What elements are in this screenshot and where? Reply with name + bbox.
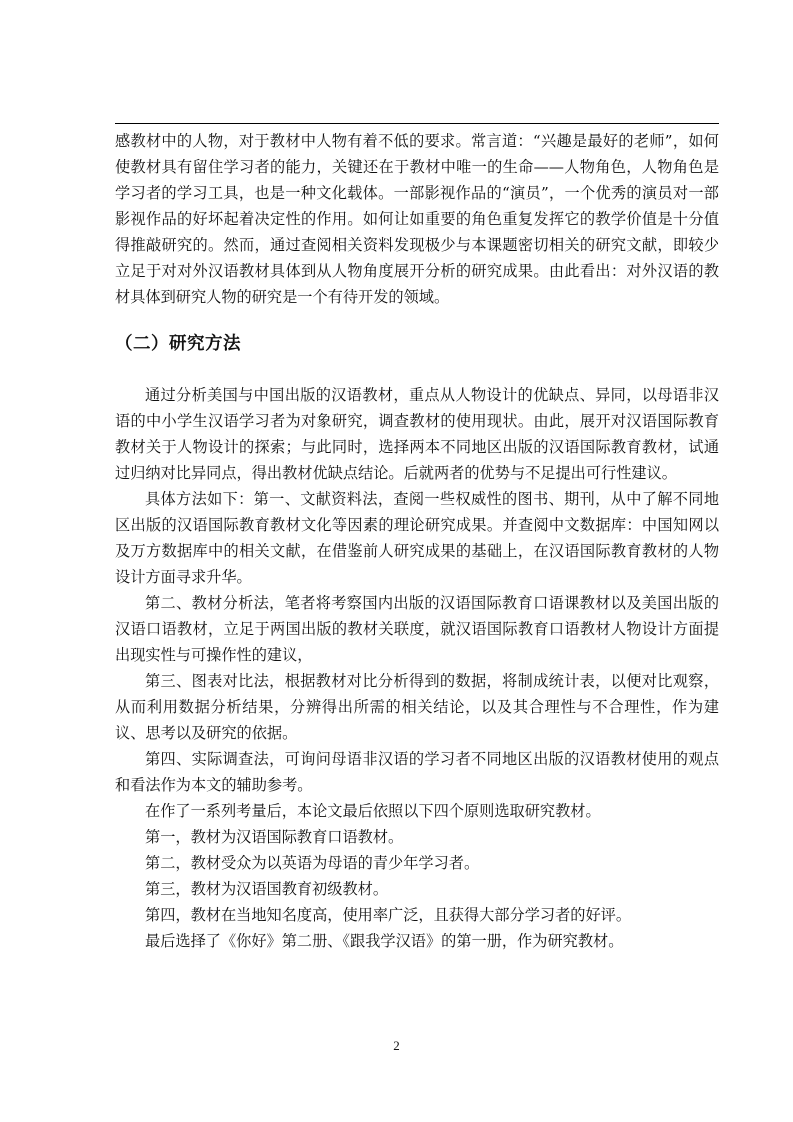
section-heading: （二）研究方法 [115, 334, 241, 354]
paragraph-criterion-4: 第四，教材在当地知名度高，使用率广泛，且获得大部分学习者的好评。 [145, 906, 631, 924]
paragraph-method-chart-comparison: 第三、图表对比法，根据教材对比分析得到的数据，将制成统计表，以便对比观察，从而利用数据分析结果，分辨得出所需的相关结论，以及其合理性与不合理性，作为建议、思考以及研究的依据。 [115, 672, 719, 742]
paragraph-overview: 通过分析美国与中国出版的汉语教材，重点从人物设计的优缺点、异同，以母语非汉语的中小学生汉语学习者为对象研究，调查教材的使用现状。由此，展开对汉语国际教育教材关于人物设计的探索；与此同时，选择两本不同地区出版的汉语国际教育教材，试通过归纳对比异同点，得出教材优缺点结论。后就两者的优势与不足提出可行性建议。 [115, 386, 719, 482]
header-rule [115, 123, 719, 124]
intro-paragraph: 感教材中的人物，对于教材中人物有着不低的要求。常言道：“兴趣是最好的老师”，如何使教材具有留住学习者的能力，关键还在于教材中唯一的生命——人物角色，人物角色是学习者的学习工具，也是一种文化载体。一部影视作品的“演员”，一个优秀的演员对一部影视作品的好坏起着决定性的作用。如何让如重要的角色重复发挥它的教学价值是十分值得推敲研究的。然而，通过查阅相关资料发现极少与本课题密切相关的研究文献，即较少立足于对对外汉语教材具体到从人物角度展开分析的研究成果。由此看出：对外汉语的教材具体到研究人物的研究是一个有待开发的领域。 [115, 132, 719, 306]
paragraph-method-textbook-analysis: 第二、教材分析法，笔者将考察国内出版的汉语国际教育口语课教材以及美国出版的汉语口语教材，立足于两国出版的教材关联度，就汉语国际教育口语教材人物设计方面提出现实性与可操作性的建议， [115, 594, 719, 664]
paragraph-method-survey: 第四、实际调查法，可询问母语非汉语的学习者不同地区出版的汉语教材使用的观点和看法作为本文的辅助参考。 [115, 750, 719, 794]
paragraph-criterion-1: 第一，教材为汉语国际教育口语教材。 [145, 828, 404, 846]
paragraph-conclusion: 最后选择了《你好》第二册、《跟我学汉语》的第一册，作为研究教材。 [145, 932, 624, 950]
paragraph-selection-intro: 在作了一系列考量后，本论文最后依照以下四个原则选取研究教材。 [145, 802, 601, 820]
document-body [115, 128, 719, 954]
paragraph-method-literature: 具体方法如下：第一、文献资料法，查阅一些权威性的图书、期刊，从中了解不同地区出版的汉语国际教育教材文化等因素的理论研究成果。并查阅中文数据库：中国知网以及万方数据库中的相关文献，在借鉴前人研究成果的基础上，在汉语国际教育教材的人物设计方面寻求升华。 [115, 490, 719, 586]
paragraph-criterion-2: 第二，教材受众为以英语为母语的青少年学习者。 [145, 854, 480, 872]
paragraph-criterion-3: 第三，教材为汉语国教育初级教材。 [145, 880, 388, 898]
page-number: 2 [393, 1038, 400, 1053]
